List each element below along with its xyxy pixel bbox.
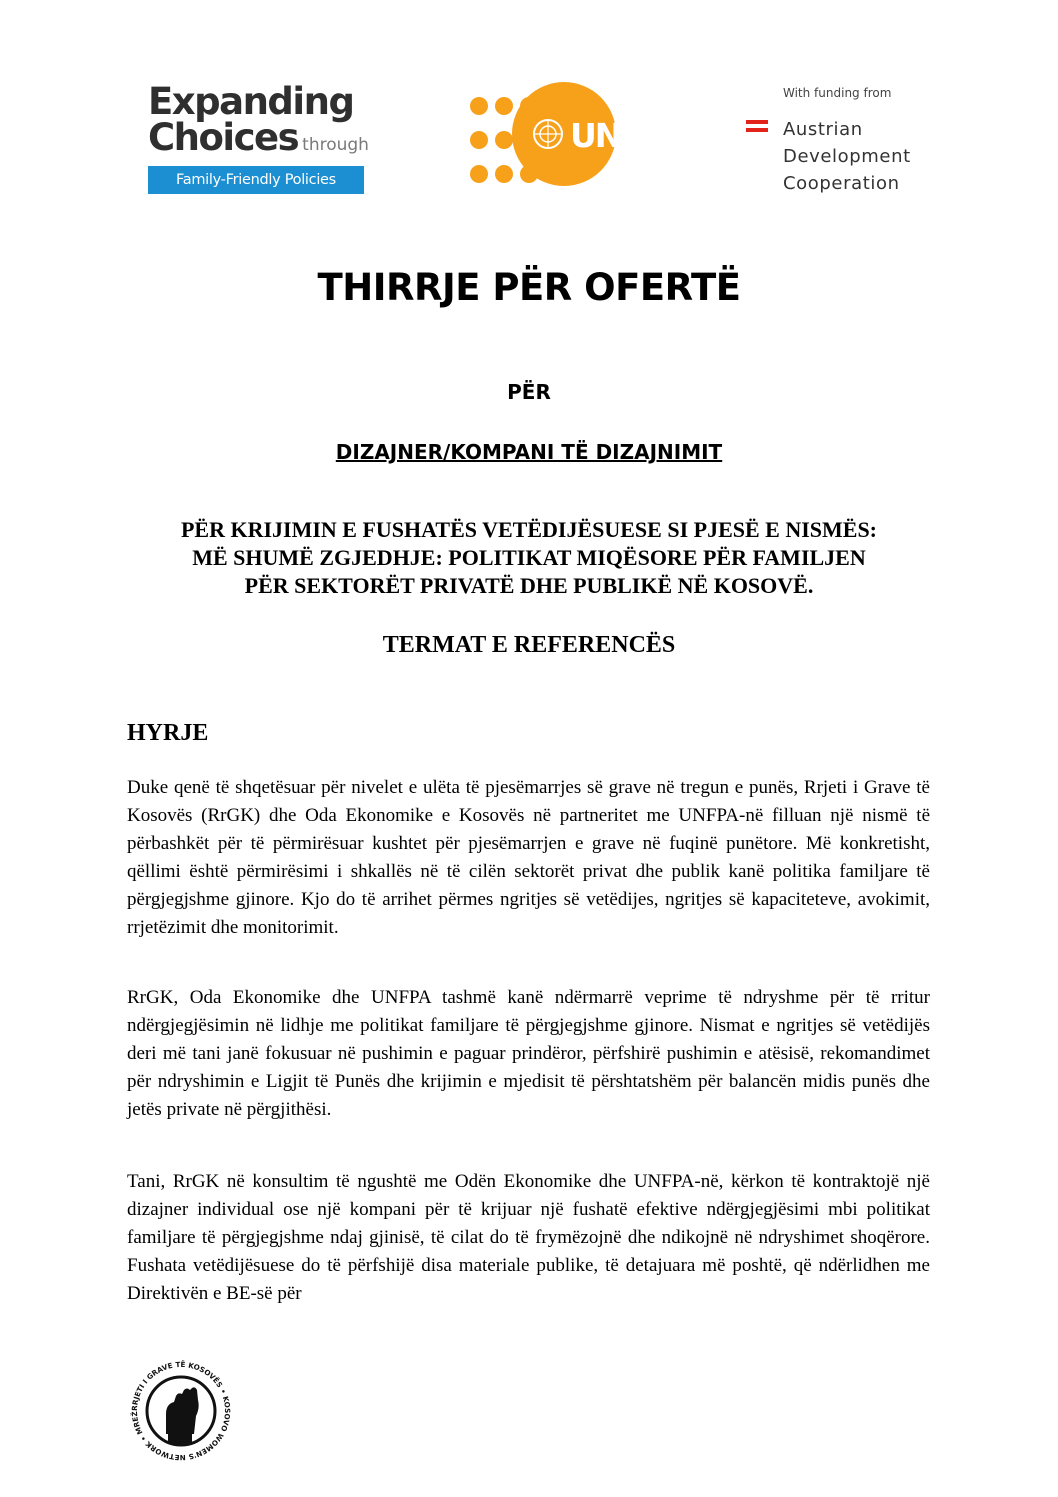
document-subtitle: DIZAJNER/KOMPANI TË DIZAJNIMIT — [335, 440, 723, 464]
un-emblem-icon — [530, 116, 566, 152]
ada-name-line: Austrian — [783, 119, 863, 140]
body-paragraph: Tani, RrGK në konsultim të ngushtë me Odën Ekonomike dhe UNFPA-në, kërkon të kontraktojë një dizajner individual ose një kompani për të krijuar një fushatë efektive ndërgjegjësimi mbi politikat familjare të përgjegjshme ndaj gjinisë, të cilat do të frymëzojnë dhe ndikojnë në ndryshimet shoqërore. Fushata vetëdijësuese do të përfshijë disa materiale publike, të detajuara më poshtë, që ndërlidhen me Direktivën e BE-së për — [127, 1171, 930, 1305]
logo-word-through: through — [302, 135, 369, 155]
purpose-line: PËR KRIJIMIN E FUSHATËS VETËDIJËSUESE SI PJESË E NISMËS: — [180, 517, 878, 542]
unfpa-dot — [470, 97, 488, 115]
purpose-statement — [100, 516, 958, 600]
unfpa-dot — [495, 97, 513, 115]
title-per: PËR — [507, 380, 551, 404]
purpose-line: PËR SEKTORËT PRIVATË DHE PUBLIKË NË KOSOVË. — [244, 573, 814, 598]
unfpa-dot — [495, 131, 513, 149]
funding-note: With funding from — [783, 86, 892, 100]
austrian-flag-icon — [746, 120, 768, 132]
austrian-development-cooperation-logo — [746, 86, 946, 196]
ada-name-line: Cooperation — [783, 173, 900, 194]
svg-text:RRJETI I GRAVE TË KOSOVËS • KO: RRJETI I GRAVE TË KOSOVËS • KOSOVO WOMEN'S NETWORK • MREŽ — [129, 1359, 233, 1463]
unfpa-wordmark: UNFPA — [570, 116, 684, 155]
unfpa-dot — [495, 165, 513, 183]
logo-line-choices — [148, 116, 369, 159]
terms-heading: TERMAT E REFERENCËS — [382, 632, 676, 658]
ada-name — [783, 116, 911, 197]
unfpa-dot — [470, 131, 488, 149]
body-paragraph: Duke qenë të shqetësuar për nivelet e ulëta të pjesëmarrjes së grave në tregun e punës, Rrjeti i Grave të Kosovës (RrGK) dhe Oda Ekonomike e Kosovës në partneritet me UNFPA-në filluan një nismë të përbashkët për të përmirësuar kushtet për pjesëmarrjen e grave në fuqinë punëtore. Më konkretisht, qëllimi është përmirësimi i shkallës në të cilën sektorët privat dhe publik kanë politika familjare të përgjegjshme gjinore. Kjo do të arrihet përmes ngritjes së vetëdijes, ngritjes së kapaciteteve, avokimit, rrjetëzimit dhe monitorimit. — [127, 777, 930, 939]
ada-name-line: Development — [783, 146, 911, 167]
unfpa-dot — [470, 165, 488, 183]
logo-family-friendly-bar: Family-Friendly Policies — [148, 166, 364, 194]
expanding-choices-logo — [148, 80, 370, 194]
kwn-seal-icon — [126, 1356, 236, 1466]
purpose-line: MË SHUMË ZGJEDHJE: POLITIKAT MIQËSORE PËR FAMILJEN — [192, 545, 866, 570]
kosovo-womens-network-logo — [126, 1356, 236, 1466]
body-paragraph: RrGK, Oda Ekonomike dhe UNFPA tashmë kanë ndërmarrë veprime të ndryshme për të rritur ndërgjegjësimin në lidhje me politikat familjare të përgjegjshme gjinore. Nismat e ngritjes së vetëdijës deri më tani janë fokusuar në pushimin e paguar prindëror, përfshirë pushimin e atësisë, rekomandimet për ndryshimin e Ligjit të Punës dhe krijimin e mjedisit të përshtatshëm për balancën midis punës dhe jetës private në përgjithësi. — [127, 987, 930, 1121]
document-title: THIRRJE PËR OFERTË — [317, 266, 741, 309]
section-heading-hyrje: HYRJE — [127, 720, 209, 746]
logo-line-expanding: Expanding — [148, 80, 354, 123]
logo-word-choices: Choices — [148, 116, 299, 159]
